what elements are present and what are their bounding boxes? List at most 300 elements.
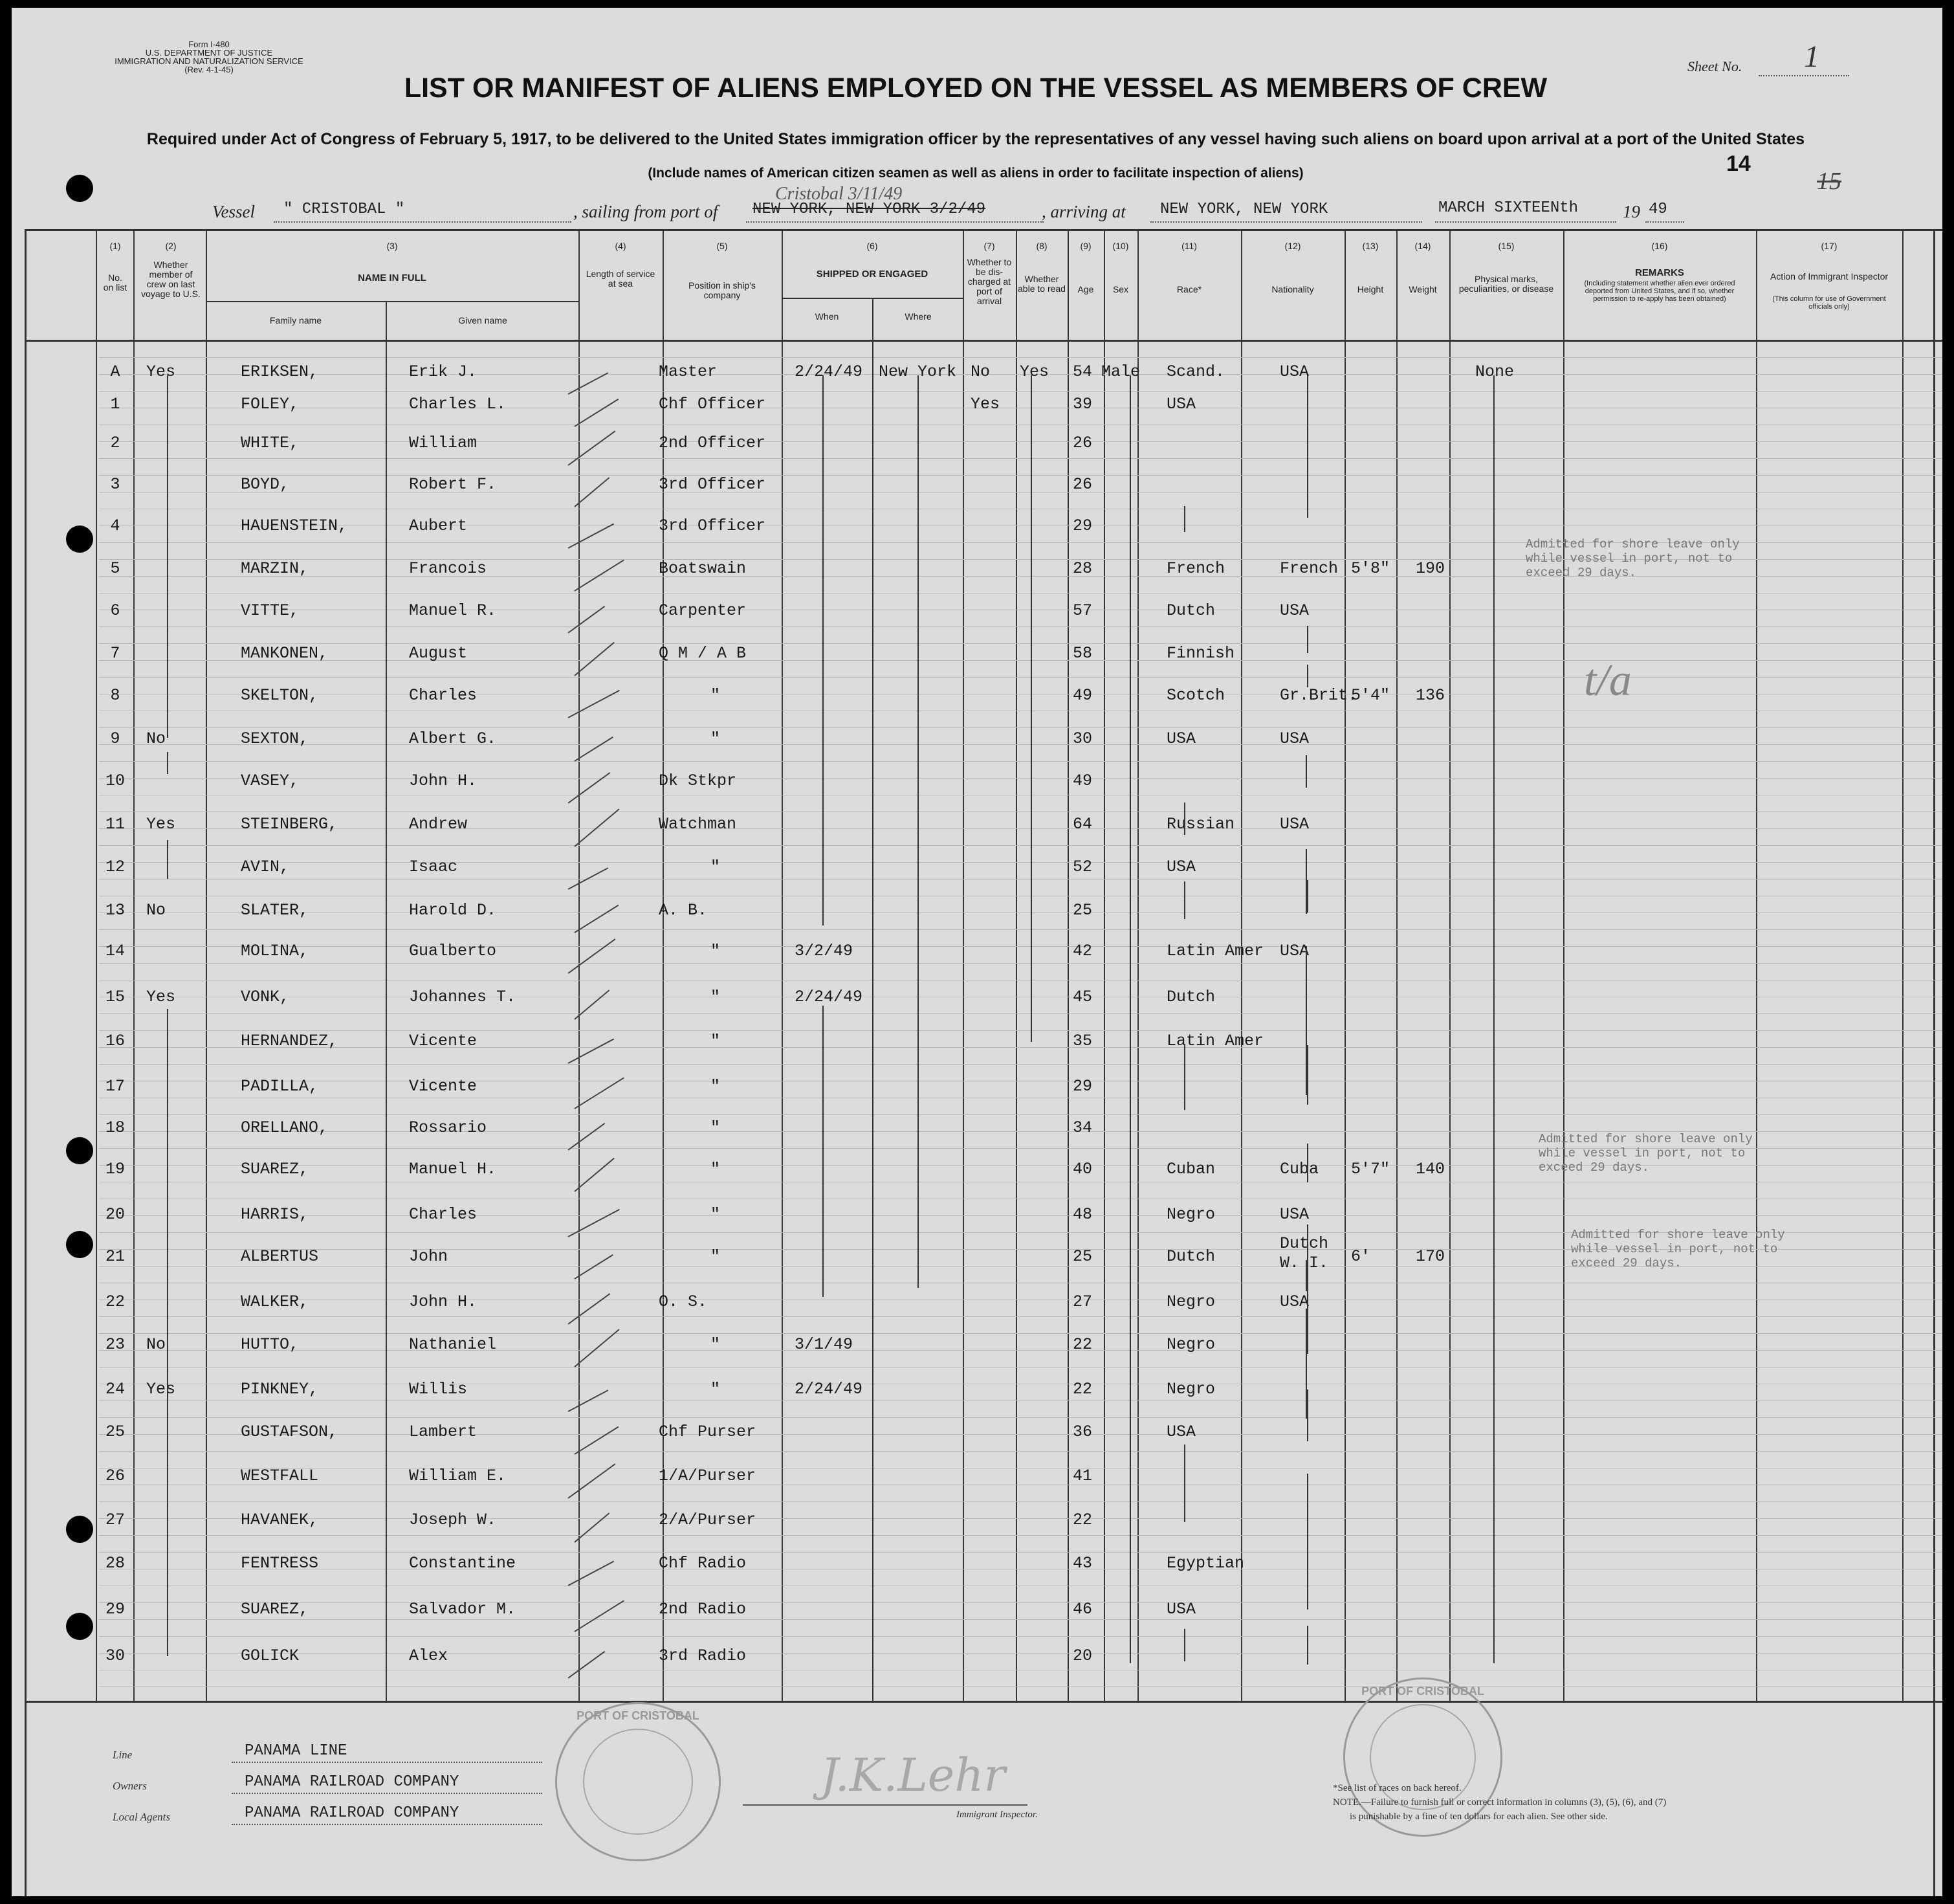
cell-phys: None	[1475, 362, 1515, 381]
cell-no: 8	[110, 686, 120, 705]
header-weight: Weight	[1409, 284, 1437, 294]
agents-value: PANAMA RAILROAD COMPANY	[245, 1804, 459, 1822]
cell-no: 14	[105, 942, 125, 960]
cell-position: Watchman	[659, 815, 737, 834]
header-member-last-voyage: Whether member of crew on last voyage to U.S.	[141, 260, 201, 299]
line-value: PANAMA LINE	[245, 1742, 347, 1760]
cell-age: 22	[1073, 1335, 1093, 1354]
vessel-label: Vessel	[212, 202, 255, 221]
column-divider	[1104, 229, 1105, 1702]
header-no-on-list: No. on list	[103, 272, 127, 293]
cell-position: "	[710, 988, 721, 1006]
cell-age: 30	[1073, 729, 1093, 748]
cell-nat: USA	[1280, 942, 1310, 960]
colnum: (17)	[1821, 241, 1838, 251]
cell-age: 46	[1073, 1600, 1093, 1619]
column-divider	[1563, 229, 1564, 1702]
cell-age: 43	[1073, 1554, 1093, 1573]
service-slash	[574, 1600, 624, 1632]
cell-given: William E.	[409, 1467, 507, 1485]
cell-family: PADILLA,	[241, 1077, 319, 1096]
cell-race: Finnish	[1167, 644, 1235, 663]
cell-no: 11	[105, 815, 125, 834]
remark-row-21: Admitted for shore leave only while vessel in port, not to exceed 29 days.	[1571, 1228, 1785, 1270]
cell-family: SKELTON,	[241, 686, 319, 705]
cell-prev: Yes	[146, 815, 176, 834]
cell-no: 24	[105, 1380, 125, 1399]
cell-given: Nathaniel	[409, 1335, 497, 1354]
stamp-number: 14	[1726, 151, 1751, 176]
cell-race: Latin Amer	[1167, 1032, 1264, 1050]
cell-prev: No	[146, 1335, 166, 1354]
cell-family: HARRIS,	[241, 1205, 309, 1224]
cell-weight: 136	[1416, 686, 1445, 705]
stamp-text: PORT OF CRISTOBAL	[576, 1709, 699, 1722]
cell-family: WALKER,	[241, 1292, 309, 1311]
cell-no: 7	[110, 644, 120, 663]
cell-no: 19	[105, 1160, 125, 1179]
cell-no: 20	[105, 1205, 125, 1224]
cell-given: Aubert	[409, 516, 468, 535]
cell-position: 3rd Officer	[659, 475, 766, 494]
subtitle: Required under Act of Congress of February 5, 1917, to be delivered to the United States immigration officer by the representatives of any vessel having such aliens on board upon arrival at a port of the United States	[146, 130, 1805, 148]
cell-position: Boatswain	[659, 559, 747, 578]
cell-given: William	[409, 434, 478, 452]
header-race: Race*	[1176, 284, 1202, 294]
cell-family: HAVANEK,	[241, 1511, 319, 1529]
binder-hole	[66, 1231, 93, 1258]
cell-weight: 170	[1416, 1247, 1445, 1266]
cell-disch: No	[971, 362, 991, 381]
header-sex: Sex	[1112, 284, 1129, 294]
cell-no: 27	[105, 1511, 125, 1529]
colnum: (11)	[1181, 241, 1197, 251]
cell-position: "	[710, 1380, 721, 1399]
service-slash	[574, 1077, 624, 1109]
cell-prev: Yes	[146, 362, 176, 381]
service-slash	[574, 736, 613, 762]
cell-age: 57	[1073, 601, 1093, 620]
cell-no: 3	[110, 475, 120, 494]
cell-position: "	[710, 1077, 721, 1096]
cell-given: Willis	[409, 1380, 468, 1399]
cell-nat: USA	[1280, 362, 1310, 381]
from-port: NEW YORK, NEW YORK 3/2/49	[752, 201, 986, 218]
arriving-label: , arriving at	[1042, 202, 1126, 221]
service-slash	[567, 1123, 605, 1151]
cell-age: 22	[1073, 1511, 1093, 1529]
header-remarks: REMARKS	[1635, 267, 1684, 278]
cell-given: Erik J.	[409, 362, 478, 381]
cell-sex: Male	[1101, 362, 1141, 381]
cell-age: 20	[1073, 1646, 1093, 1665]
service-slash	[567, 1651, 605, 1679]
colnum: (2)	[165, 241, 177, 251]
cell-given: Alex	[409, 1646, 448, 1665]
sheet-label: Sheet No.	[1687, 58, 1742, 74]
cell-prev: Yes	[146, 1380, 176, 1399]
footnote-fine: NOTE.—Failure to furnish full or correct information in columns (3), (5), (6), and (7)	[1333, 1797, 1667, 1808]
cell-prev: Yes	[146, 988, 176, 1006]
cell-age: 25	[1073, 1247, 1093, 1266]
cell-race: Negro	[1167, 1205, 1216, 1224]
service-slash	[568, 1561, 615, 1586]
cell-family: SEXTON,	[241, 729, 309, 748]
cell-family: FENTRESS	[241, 1554, 319, 1573]
cell-no: 6	[110, 601, 120, 620]
header-action-note: (This column for use of Government officials only)	[1772, 295, 1886, 311]
cell-given: John	[409, 1247, 448, 1266]
cell-family: SUAREZ,	[241, 1160, 309, 1179]
cell-age: 27	[1073, 1292, 1093, 1311]
cell-position: "	[710, 1032, 721, 1050]
year-prefix: 19	[1623, 202, 1640, 221]
year: 49	[1649, 201, 1667, 218]
cell-position: "	[710, 1205, 721, 1224]
cell-race: Negro	[1167, 1380, 1216, 1399]
cell-age: 22	[1073, 1380, 1093, 1399]
cell-no: 21	[105, 1247, 125, 1266]
cell-race: USA	[1167, 1600, 1196, 1619]
cell-no: 28	[105, 1554, 125, 1573]
cell-weight: 140	[1416, 1160, 1445, 1179]
cell-family: BOYD,	[241, 475, 290, 494]
cell-given: Andrew	[409, 815, 468, 834]
cell-age: 52	[1073, 858, 1093, 876]
cell-nat: Cuba	[1280, 1160, 1319, 1179]
cell-no: 29	[105, 1600, 125, 1619]
colnum: (10)	[1112, 241, 1129, 251]
header-shipped: SHIPPED OR ENGAGED	[816, 269, 928, 280]
cell-no: 22	[105, 1292, 125, 1311]
cell-given: Joseph W.	[409, 1511, 497, 1529]
cell-given: Rossario	[409, 1118, 487, 1137]
cell-no: 2	[110, 434, 120, 452]
cell-race: Russian	[1167, 815, 1235, 834]
cell-read: Yes	[1020, 362, 1049, 381]
cell-position: "	[710, 1160, 721, 1179]
header-discharged: Whether to be dis-charged at port of arrival	[967, 257, 1012, 306]
cell-age: 28	[1073, 559, 1093, 578]
cell-age: 26	[1073, 475, 1093, 494]
handwritten-remark: t/a	[1584, 656, 1632, 705]
column-divider	[1396, 229, 1398, 1702]
header-length-service: Length of service at sea	[586, 269, 655, 289]
binder-hole	[66, 1137, 93, 1164]
agents-label: Local Agents	[113, 1811, 170, 1823]
cell-nat: USA	[1280, 729, 1310, 748]
cell-no: 10	[105, 771, 125, 790]
cell-given: Albert G.	[409, 729, 497, 748]
colnum: (13)	[1362, 241, 1379, 251]
to-port: NEW YORK, NEW YORK	[1160, 201, 1328, 218]
cell-given: Harold D.	[409, 901, 497, 920]
cell-position: 2nd Officer	[659, 434, 766, 452]
cell-position: O. S.	[659, 1292, 708, 1311]
column-divider	[1016, 229, 1017, 1702]
cell-family: HAUENSTEIN,	[241, 516, 348, 535]
cell-nat: USA	[1280, 601, 1310, 620]
cell-family: ALBERTUS	[241, 1247, 319, 1266]
cell-position: A. B.	[659, 901, 708, 920]
cell-position: "	[710, 942, 721, 960]
service-slash	[568, 1209, 620, 1237]
cell-race: USA	[1167, 1422, 1196, 1441]
cell-position: "	[710, 729, 721, 748]
cell-nat: Gr.Brit.	[1280, 686, 1358, 705]
cell-given: Lambert	[409, 1422, 478, 1441]
cell-age: 29	[1073, 1077, 1093, 1096]
cell-position: 2/A/Purser	[659, 1511, 756, 1529]
cell-height: 5'4"	[1351, 686, 1390, 705]
colnum: (9)	[1080, 241, 1092, 251]
cell-race: Dutch	[1167, 601, 1216, 620]
cell-given: Constantine	[409, 1554, 516, 1573]
cell-position: Chf Purser	[659, 1422, 756, 1441]
column-divider	[1068, 229, 1069, 1702]
binder-hole	[66, 1516, 93, 1543]
service-slash	[574, 642, 615, 676]
cell-race: USA	[1167, 858, 1196, 876]
cell-height: 6'	[1351, 1247, 1371, 1266]
cell-position: Chf Officer	[659, 395, 766, 414]
cell-position: 3rd Officer	[659, 516, 766, 535]
page-title: LIST OR MANIFEST OF ALIENS EMPLOYED ON THE VESSEL AS MEMBERS OF CREW	[404, 72, 1548, 104]
colnum: (6)	[866, 241, 878, 251]
cell-when: 2/24/49	[795, 988, 863, 1006]
cell-race: Dutch	[1167, 1247, 1216, 1266]
cell-prev: No	[146, 901, 166, 920]
remark-row-5: Admitted for shore leave only while vessel in port, not to exceed 29 days.	[1526, 537, 1740, 580]
cell-race: Cuban	[1167, 1160, 1216, 1179]
cell-age: 34	[1073, 1118, 1093, 1137]
cell-age: 35	[1073, 1032, 1093, 1050]
cell-race: Scand.	[1167, 362, 1225, 381]
stamp-text: PORT OF CRISTOBAL	[1361, 1685, 1484, 1698]
cell-no: 9	[110, 729, 120, 748]
cell-position: Chf Radio	[659, 1554, 747, 1573]
cell-given: Salvador M.	[409, 1600, 516, 1619]
cell-position: Dk Stkpr	[659, 771, 737, 790]
column-divider	[1137, 229, 1139, 1702]
cell-family: ORELLANO,	[241, 1118, 329, 1137]
cell-family: VASEY,	[241, 771, 300, 790]
colnum: (8)	[1036, 241, 1048, 251]
cell-no: 15	[105, 988, 125, 1006]
column-divider	[1756, 229, 1757, 1702]
arrival-date: MARCH SIXTEENth	[1438, 199, 1579, 217]
cell-height: 5'8"	[1351, 559, 1390, 578]
cell-position: 1/A/Purser	[659, 1467, 756, 1485]
cell-family: STEINBERG,	[241, 815, 338, 834]
header-name-in-full: NAME IN FULL	[358, 272, 426, 283]
column-divider	[1345, 229, 1346, 1702]
cell-position: 2nd Radio	[659, 1600, 747, 1619]
cell-given: John H.	[409, 1292, 478, 1311]
cell-position: 3rd Radio	[659, 1646, 747, 1665]
cell-family: PINKNEY,	[241, 1380, 319, 1399]
cell-given: John H.	[409, 771, 478, 790]
footnote-races: *See list of races on back hereof.	[1333, 1783, 1462, 1793]
cell-nat: French	[1280, 559, 1339, 578]
header-remarks-note: (Including statement whether alien ever ordered deported from United States, and if so, whether permission to re-apply has been obtained)	[1584, 280, 1735, 303]
cell-family: FOLEY,	[241, 395, 300, 414]
cell-no: 4	[110, 516, 120, 535]
service-slash	[567, 430, 615, 466]
service-slash	[567, 1463, 615, 1499]
cell-no: 5	[110, 559, 120, 578]
footnote-fine-2: is punishable by a fine of ten dollars for each alien. See other side.	[1350, 1811, 1608, 1822]
cell-family: MANKONEN,	[241, 644, 329, 663]
cell-when: 2/24/49	[795, 1380, 863, 1399]
cell-no: 23	[105, 1335, 125, 1354]
cell-disch: Yes	[971, 395, 1000, 414]
cell-family: AVIN,	[241, 858, 290, 876]
cell-given: Charles	[409, 1205, 478, 1224]
owners-label: Owners	[113, 1780, 147, 1792]
service-slash	[568, 524, 615, 549]
header-family-name: Family name	[269, 315, 322, 326]
cell-family: GUSTAFSON,	[241, 1422, 338, 1441]
cell-family: WHITE,	[241, 434, 300, 452]
cell-age: 49	[1073, 771, 1093, 790]
cell-family: VITTE,	[241, 601, 300, 620]
cell-no: 13	[105, 901, 125, 920]
cell-age: 58	[1073, 644, 1093, 663]
binder-hole	[66, 175, 93, 202]
cell-family: VONK,	[241, 988, 290, 1006]
cell-prev: No	[146, 729, 166, 748]
cell-age: 45	[1073, 988, 1093, 1006]
cell-given: Charles L.	[409, 395, 507, 414]
remark-row-19: Admitted for shore leave only while vessel in port, not to exceed 29 days.	[1539, 1132, 1753, 1175]
cell-family: WESTFALL	[241, 1467, 319, 1485]
cell-weight: 190	[1416, 559, 1445, 578]
colnum: (15)	[1498, 241, 1515, 251]
cell-race: USA	[1167, 395, 1196, 414]
handwritten-port: Cristobal 3/11/49	[775, 184, 903, 204]
line-label: Line	[113, 1749, 133, 1761]
cell-age: 41	[1073, 1467, 1093, 1485]
column-divider	[782, 229, 783, 1702]
cell-race: Egyptian	[1167, 1554, 1245, 1573]
colnum: (16)	[1651, 241, 1668, 251]
cell-race: Negro	[1167, 1335, 1216, 1354]
cell-age: 36	[1073, 1422, 1093, 1441]
inspector-signature: J.K.Lehr	[820, 1749, 1005, 1802]
cell-given: Isaac	[409, 858, 458, 876]
cell-no: A	[110, 362, 120, 381]
header-when: When	[815, 311, 839, 322]
cell-race: Dutch	[1167, 988, 1216, 1006]
cell-no: 1	[110, 395, 120, 414]
column-divider	[963, 229, 964, 1702]
service-slash	[574, 1254, 613, 1279]
cell-age: 54	[1073, 362, 1093, 381]
cell-family: MOLINA,	[241, 942, 309, 960]
cell-given: Manuel R.	[409, 601, 497, 620]
colnum: (3)	[386, 241, 398, 251]
colnum: (7)	[983, 241, 995, 251]
cell-no: 12	[105, 858, 125, 876]
cell-age: 26	[1073, 434, 1093, 452]
cell-race: Negro	[1167, 1292, 1216, 1311]
cell-race: French	[1167, 559, 1225, 578]
colnum: (4)	[615, 241, 626, 251]
form-id: Form I-480 U.S. DEPARTMENT OF JUSTICE IMMIGRATION AND NATURALIZATION SERVICE (Rev. 4-1-45)	[115, 39, 303, 74]
cell-no: 30	[105, 1646, 125, 1665]
cell-race: Scotch	[1167, 686, 1225, 705]
cell-no: 25	[105, 1422, 125, 1441]
sheet-number: 1	[1804, 39, 1819, 74]
cell-family: HERNANDEZ,	[241, 1032, 338, 1050]
cell-given: Vicente	[409, 1077, 478, 1096]
header-physical: Physical marks, peculiarities, or disease	[1458, 274, 1554, 294]
cell-when: 3/1/49	[795, 1335, 853, 1354]
cell-age: 40	[1073, 1160, 1093, 1179]
cell-race: Latin Amer	[1167, 942, 1264, 960]
cell-given: August	[409, 644, 468, 663]
cell-position: "	[710, 1335, 721, 1354]
cell-no: 17	[105, 1077, 125, 1096]
struck-number: 15	[1817, 168, 1841, 195]
cell-nat: USA	[1280, 1205, 1310, 1224]
cell-given: Gualberto	[409, 942, 497, 960]
subnote: (Include names of American citizen seamen as well as aliens in order to facilitate inspection of aliens)	[648, 166, 1304, 181]
cell-family: ERIKSEN,	[241, 362, 319, 381]
cell-position: Q M / A B	[659, 644, 747, 663]
service-slash	[574, 399, 619, 427]
cell-family: SLATER,	[241, 901, 309, 920]
cell-position: "	[710, 1118, 721, 1137]
header-where: Where	[905, 311, 932, 322]
inspector-label: Immigrant Inspector.	[956, 1810, 1038, 1820]
cell-no: 16	[105, 1032, 125, 1050]
cell-where: New York	[879, 362, 957, 381]
service-slash	[567, 1293, 610, 1325]
column-divider	[206, 229, 207, 1702]
header-able-read: Whether able to read	[1018, 274, 1066, 294]
service-slash	[574, 1329, 619, 1367]
column-divider	[1449, 229, 1451, 1702]
cell-age: 64	[1073, 815, 1093, 834]
service-slash	[574, 1158, 615, 1192]
cell-family: GOLICK	[241, 1646, 300, 1665]
cell-given: Robert F.	[409, 475, 497, 494]
cell-age: 48	[1073, 1205, 1093, 1224]
manifest-sheet	[12, 8, 1942, 1896]
cell-family: MARZIN,	[241, 559, 309, 578]
cell-no: 18	[105, 1118, 125, 1137]
cell-when: 2/24/49	[795, 362, 863, 381]
cell-given: Manuel H.	[409, 1160, 497, 1179]
service-slash	[567, 938, 615, 974]
header-given-name: Given name	[458, 315, 507, 326]
cell-age: 49	[1073, 686, 1093, 705]
cell-given: Charles	[409, 686, 478, 705]
cell-when: 3/2/49	[795, 942, 853, 960]
service-slash	[568, 1039, 615, 1064]
header-position: Position in ship's company	[688, 280, 756, 300]
cell-family: HUTTO,	[241, 1335, 300, 1354]
cell-given: Johannes T.	[409, 988, 516, 1006]
cell-given: Vicente	[409, 1032, 478, 1050]
cell-no: 26	[105, 1467, 125, 1485]
cell-given: Francois	[409, 559, 487, 578]
header-nationality: Nationality	[1271, 284, 1314, 294]
header-action: Action of Immigrant Inspector	[1770, 271, 1889, 282]
cell-position: Carpenter	[659, 601, 747, 620]
